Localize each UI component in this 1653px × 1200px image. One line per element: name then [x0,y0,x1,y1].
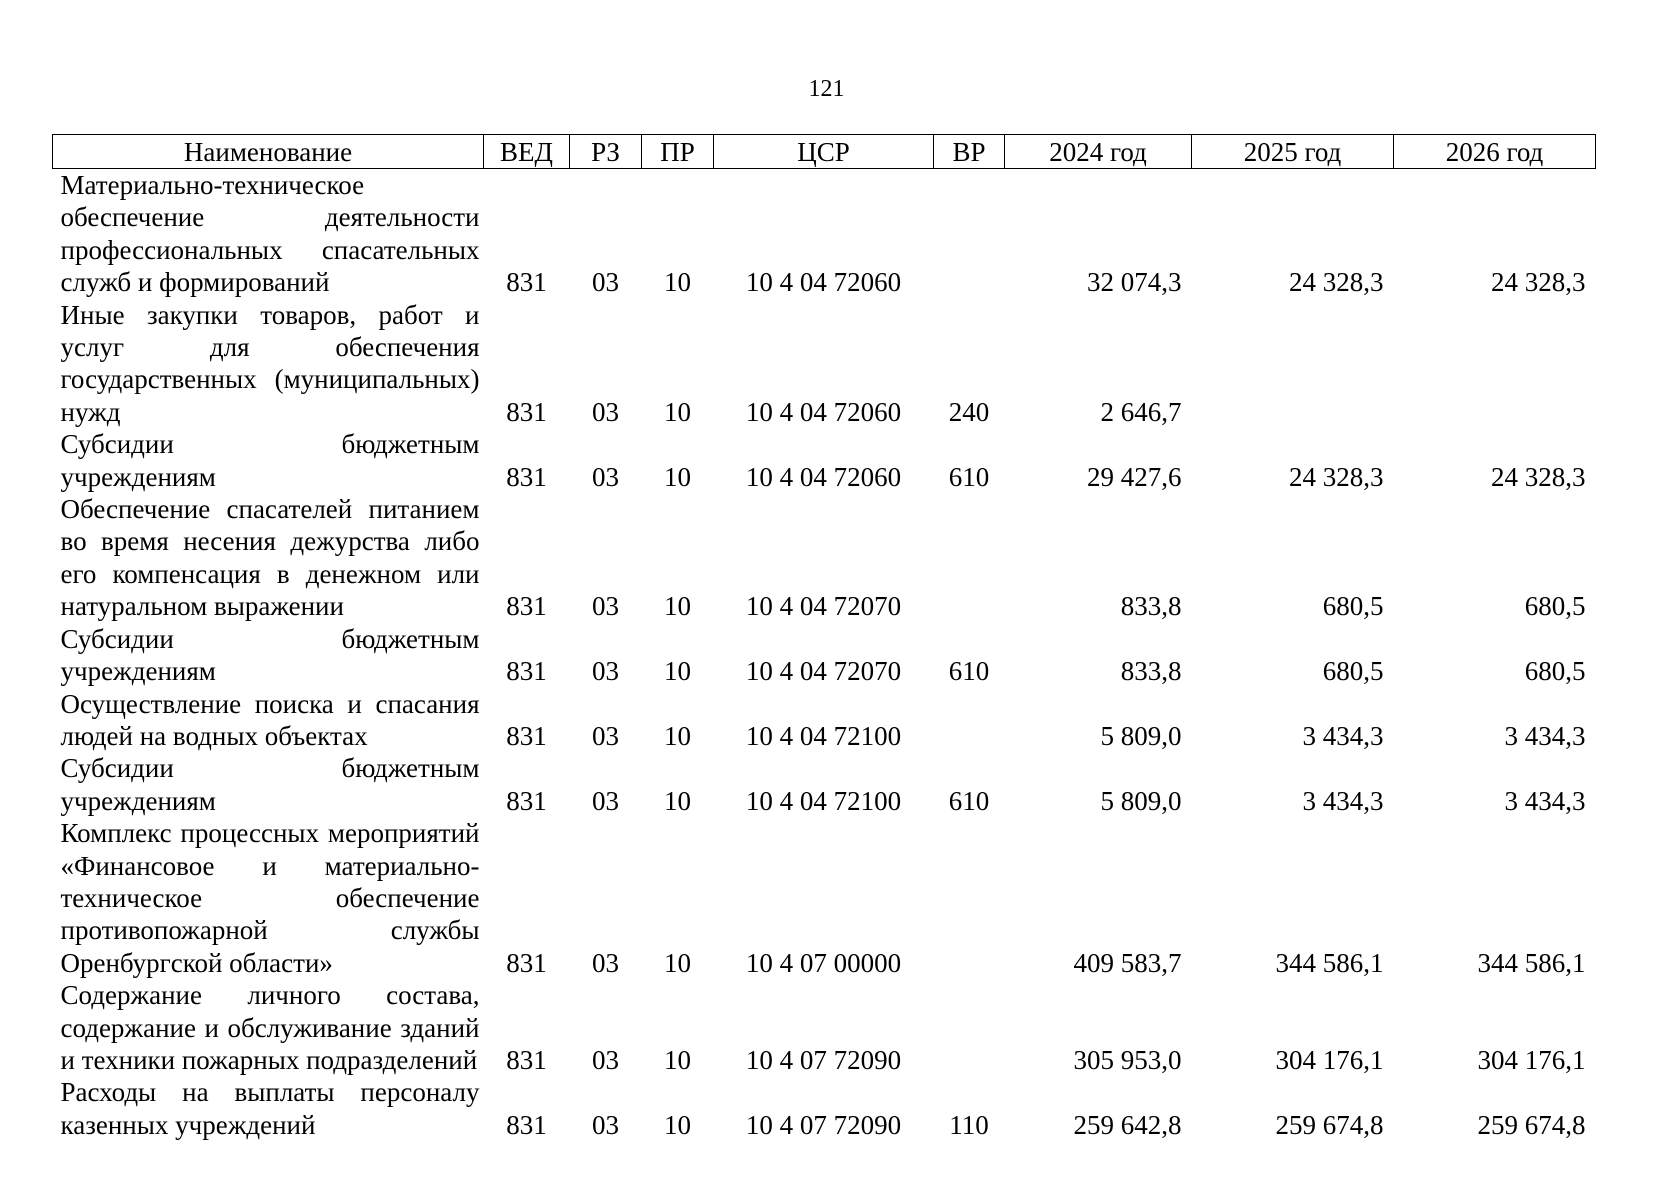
row-pr: 10 [664,1044,691,1075]
row-2025: 3 434,3 [1302,785,1384,816]
row-csr: 10 4 04 72100 [745,785,902,816]
row-2024: 5 809,0 [1100,720,1182,751]
row-rz: 03 [592,1044,619,1075]
row-vr: 610 [948,785,990,816]
row-ved: 831 [506,461,547,492]
row-2026: 24 328,3 [1491,267,1586,298]
row-vr [934,688,1005,753]
budget-table [52,134,1596,1141]
table-row [53,817,1596,979]
row-2026: 3 434,3 [1504,720,1586,751]
row-2024: 833,8 [1120,591,1182,622]
row-2025: 680,5 [1322,656,1384,687]
row-2025: 304 176,1 [1275,1044,1384,1075]
row-name: Материально-техническое обеспечение деятельности профессиональных спасательных служб и формирований [60,170,480,298]
header-csr: ЦСР [714,135,934,169]
table-row [53,428,1596,493]
row-name: Субсидии бюджетным учреждениям [60,623,480,687]
row-vr [934,493,1005,623]
row-name: Содержание личного состава, содержание и обслуживание зданий и техники пожарных подразделений [60,980,480,1075]
row-name: Иные закупки товаров, работ и услуг для обеспечения государственных (муниципальных) нужд [60,299,480,427]
row-rz: 03 [592,720,619,751]
row-rz: 03 [592,461,619,492]
row-pr: 10 [664,656,691,687]
row-2024: 29 427,6 [1087,461,1182,492]
row-ved: 831 [506,1044,547,1075]
header-2025: 2025 год [1192,135,1394,169]
row-2024: 305 953,0 [1073,1044,1182,1075]
row-2025: 3 434,3 [1302,720,1384,751]
table-row [53,623,1596,688]
row-ved: 831 [506,947,547,978]
header-row [53,135,1596,169]
row-pr: 10 [664,947,691,978]
table-header [53,135,1596,169]
table-row [53,979,1596,1076]
row-ved: 831 [506,1109,547,1140]
row-pr: 10 [664,461,691,492]
row-2025 [1192,299,1394,429]
row-vr: 610 [948,461,990,492]
row-2026: 344 586,1 [1477,947,1586,978]
row-ved: 831 [506,591,547,622]
row-pr: 10 [664,396,691,427]
row-csr: 10 4 04 72070 [745,591,902,622]
row-ved: 831 [506,656,547,687]
header-ved: ВЕД [484,135,570,169]
row-2025: 259 674,8 [1275,1109,1384,1140]
table-row [53,169,1596,299]
row-rz: 03 [592,267,619,298]
row-pr: 10 [664,1109,691,1140]
table-row [53,493,1596,623]
row-csr: 10 4 04 72100 [745,720,902,751]
row-2024: 259 642,8 [1073,1109,1182,1140]
row-vr: 240 [948,396,990,427]
row-2026: 304 176,1 [1477,1044,1586,1075]
row-2024: 32 074,3 [1087,267,1182,298]
header-name: Наименование [53,135,484,169]
row-csr: 10 4 04 72070 [745,656,902,687]
header-vr: ВР [934,135,1005,169]
row-2025: 24 328,3 [1289,267,1384,298]
table-row [53,299,1596,429]
table-body [53,169,1596,1142]
page-number: 121 [808,76,845,102]
row-ved: 831 [506,267,547,298]
row-2026: 259 674,8 [1477,1109,1586,1140]
row-2026: 680,5 [1524,591,1586,622]
row-name: Расходы на выплаты персоналу казенных учреждений [60,1077,480,1140]
row-rz: 03 [592,591,619,622]
row-vr: 610 [948,656,990,687]
row-2026: 24 328,3 [1491,461,1586,492]
row-name: Обеспечение спасателей питанием во время несения дежурства либо его компенсация в денежном или натуральном выражении [60,494,480,622]
row-name: Комплекс процессных мероприятий «Финансовое и материально-техническое обеспечение противопожарной службы Оренбургской области» [60,818,480,978]
row-2024: 833,8 [1120,656,1182,687]
row-pr: 10 [664,785,691,816]
table-row [53,688,1596,753]
header-2026: 2026 год [1394,135,1596,169]
row-vr [934,817,1005,979]
header-pr: ПР [642,135,714,169]
row-rz: 03 [592,947,619,978]
row-ved: 831 [506,785,547,816]
header-2024: 2024 год [1005,135,1192,169]
row-pr: 10 [664,267,691,298]
row-csr: 10 4 07 72090 [745,1109,902,1140]
row-rz: 03 [592,1109,619,1140]
row-name: Субсидии бюджетным учреждениям [60,429,480,492]
row-2025: 344 586,1 [1275,947,1384,978]
row-rz: 03 [592,656,619,687]
row-csr: 10 4 04 72060 [745,461,902,492]
row-vr: 110 [949,1109,989,1140]
row-pr: 10 [664,720,691,751]
row-2026 [1394,299,1596,429]
header-rz: РЗ [570,135,642,169]
row-ved: 831 [506,720,547,751]
row-vr [934,979,1005,1076]
row-pr: 10 [664,591,691,622]
row-2025: 24 328,3 [1289,461,1384,492]
row-2024: 5 809,0 [1100,785,1182,816]
table-row [53,1076,1596,1141]
row-2024: 409 583,7 [1073,947,1182,978]
row-ved: 831 [506,396,547,427]
table-row [53,752,1596,817]
row-name: Субсидии бюджетным учреждениям [60,753,480,816]
row-vr [934,169,1005,299]
row-csr: 10 4 07 00000 [745,947,902,978]
row-csr: 10 4 04 72060 [745,267,902,298]
row-2026: 680,5 [1524,656,1586,687]
row-2025: 680,5 [1322,591,1384,622]
row-name: Осуществление поиска и спасания людей на водных объектах [60,688,480,751]
row-2024: 2 646,7 [1100,396,1182,427]
row-2026: 3 434,3 [1504,785,1586,816]
row-csr: 10 4 07 72090 [745,1044,902,1075]
row-rz: 03 [592,785,619,816]
row-rz: 03 [592,396,619,427]
row-csr: 10 4 04 72060 [745,396,902,427]
